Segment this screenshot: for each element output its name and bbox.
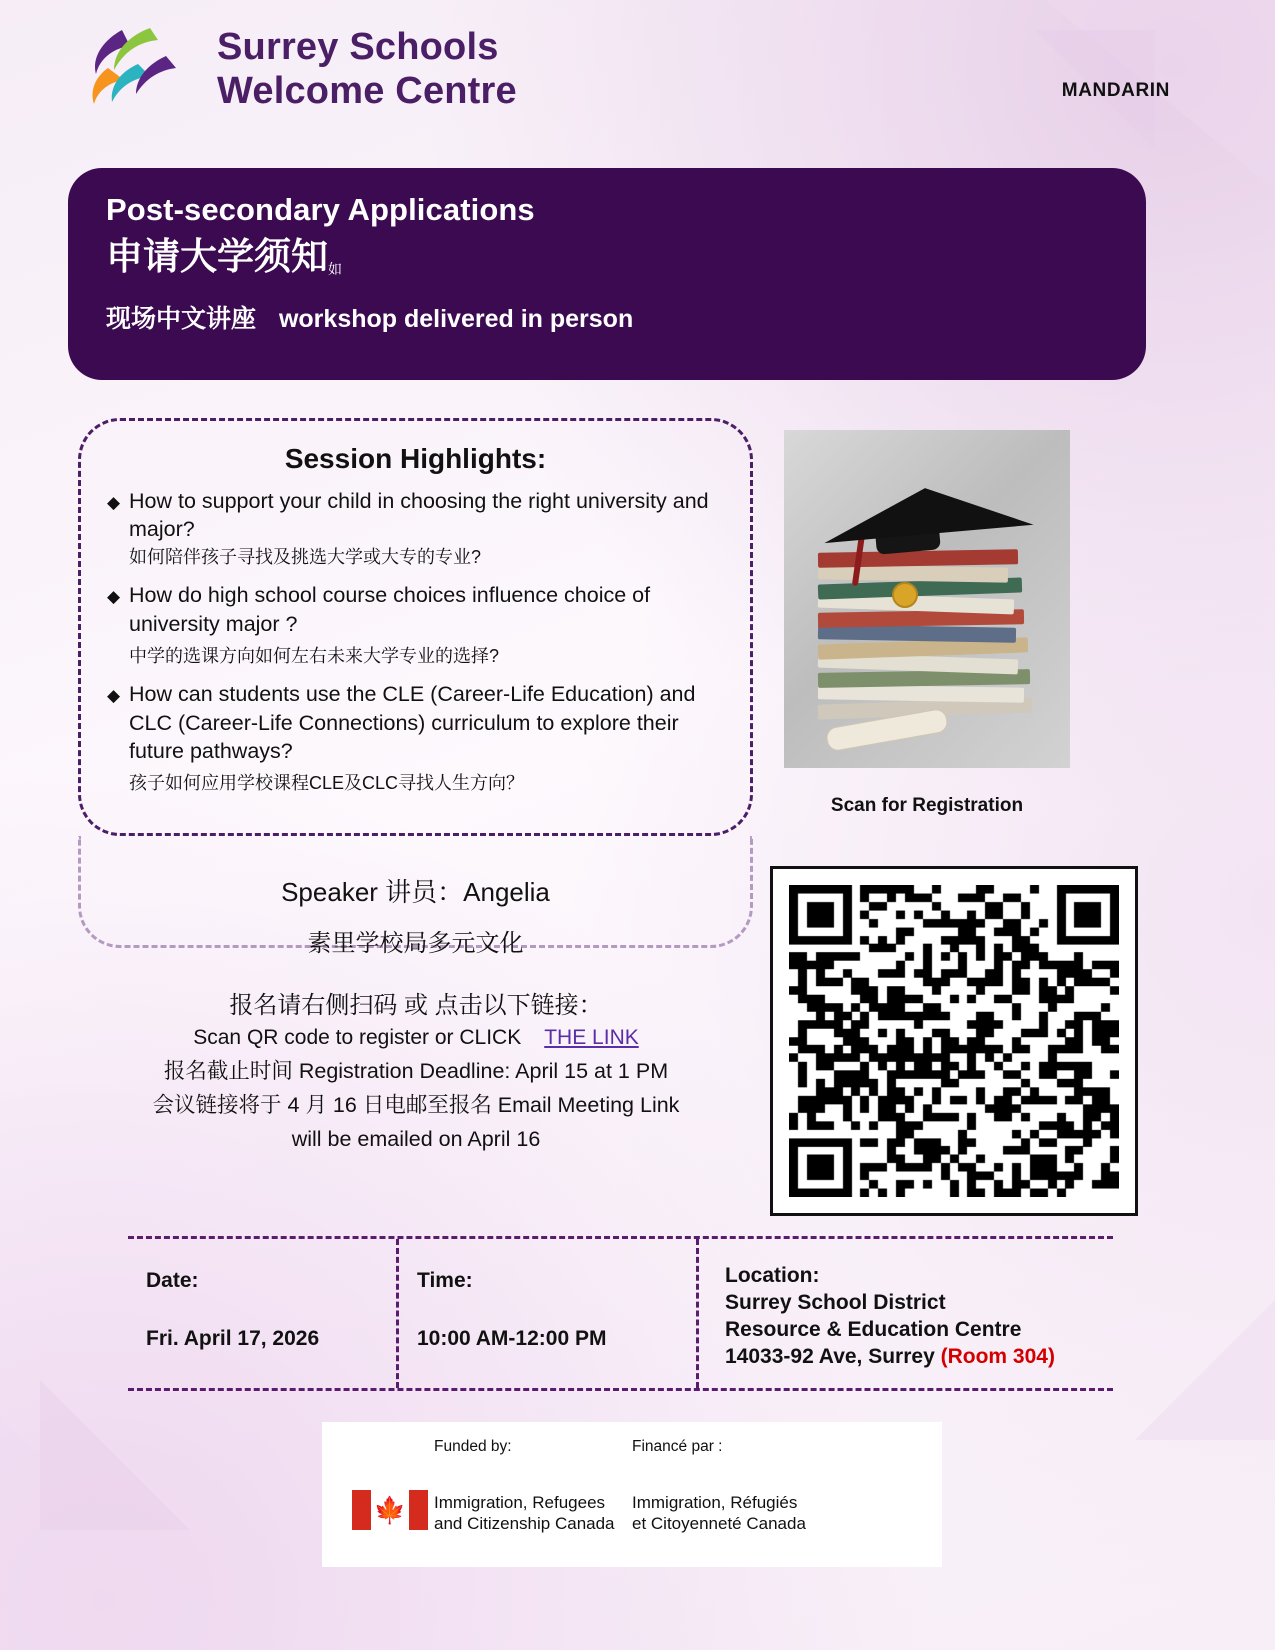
banner-subtitle-cn: 现场中文讲座 <box>106 304 257 333</box>
banner-subtitle <box>106 299 1108 335</box>
scan-for-registration-label: Scan for Registration <box>830 795 1024 816</box>
highlight-text-en: How to support your child in choosing the right university and major? <box>129 489 709 542</box>
highlight-text-cn: 如何陪伴孩子寻找及挑选大学或大专的专业? <box>129 546 482 567</box>
medal-icon <box>892 582 918 608</box>
detail-time <box>396 1239 696 1388</box>
registration-info <box>80 985 752 1158</box>
registration-scan-en <box>80 1026 752 1050</box>
location-address: 14033-92 Ave, Surrey <box>725 1344 935 1368</box>
list-item <box>107 581 724 668</box>
banner-title-cn <box>106 238 1108 277</box>
highlight-text-en: How do high school course choices influence choice of university major ? <box>129 583 651 636</box>
registration-email-line2: will be emailed on April 16 <box>291 1127 541 1152</box>
bullet-icon: ◆ <box>107 587 121 607</box>
speaker-affiliation: 素里学校局多元文化 <box>307 930 524 957</box>
registration-scan-cn: 报名请右侧扫码 或 点击以下链接： <box>229 992 603 1019</box>
funder-strip <box>322 1422 942 1567</box>
detail-date <box>128 1239 396 1388</box>
qr-code[interactable] <box>770 866 1138 1216</box>
list-item <box>107 680 724 796</box>
time-value: 10:00 AM-12:00 PM <box>417 1327 607 1350</box>
funder-french <box>632 1438 942 1567</box>
location-line3 <box>725 1344 1113 1371</box>
language-tag: MANDARIN <box>1061 80 1170 101</box>
registration-deadline: 报名截止时间 Registration Deadline: April 15 at 1 PM <box>163 1059 669 1083</box>
location-room: (Room 304) <box>940 1344 1055 1368</box>
highlight-text-en: How can students use the CLE (Career-Life Education) and CLC (Career-Life Connections) curriculum to explore their future pathways? <box>129 682 696 764</box>
funder-dept-fr-line2: et Citoyenneté Canada <box>632 1514 806 1534</box>
graduation-cap-icon <box>820 479 1033 543</box>
logo-text-line2: Welcome Centre <box>217 69 517 112</box>
session-highlights-heading: Session Highlights: <box>284 443 547 474</box>
time-label: Time: <box>417 1269 473 1292</box>
location-label: Location: <box>725 1264 820 1287</box>
banner-subtitle-en: workshop delivered in person <box>278 304 634 333</box>
funded-by-label-en: Funded by: <box>434 1438 512 1455</box>
speaker-info <box>78 872 753 958</box>
banner-title-en: Post-secondary Applications <box>106 192 535 227</box>
bullet-icon: ◆ <box>107 493 121 512</box>
funder-dept-en-line2: and Citizenship Canada <box>434 1514 615 1534</box>
logo-text-line1: Surrey Schools <box>217 25 499 68</box>
background-triangle <box>40 1380 190 1530</box>
surrey-schools-logo-icon <box>80 22 205 117</box>
detail-location <box>696 1239 1113 1388</box>
funder-dept-fr-line1: Immigration, Réfugiés <box>632 1493 798 1512</box>
graduation-photo <box>784 430 1070 768</box>
event-details <box>128 1236 1113 1391</box>
canada-flag-icon: 🍁 <box>352 1490 428 1530</box>
date-value: Fri. April 17, 2026 <box>146 1327 320 1350</box>
funded-by-label-fr: Financé par : <box>632 1438 723 1455</box>
session-highlights-box <box>78 418 753 836</box>
banner-title-cn-small: 如 <box>328 261 342 278</box>
qr-code-canvas[interactable] <box>789 885 1119 1197</box>
funder-dept-en-line1: Immigration, Refugees <box>434 1493 606 1512</box>
location-line2: Resource & Education Centre <box>725 1317 1022 1341</box>
registration-email-line1: 会议链接将于 4 月 16 日电邮至报名 Email Meeting Link <box>152 1093 680 1118</box>
date-label: Date: <box>146 1269 199 1292</box>
banner-title-cn-main: 申请大学须知 <box>106 236 328 277</box>
speaker-name: Speaker 讲员：Angelia <box>281 877 550 907</box>
background-triangle <box>1135 1300 1275 1440</box>
location-line1: Surrey School District <box>725 1290 946 1314</box>
title-banner <box>68 168 1146 380</box>
bullet-icon: ◆ <box>107 686 121 706</box>
highlight-text-cn: 中学的选课方向如何左右未来大学专业的选择? <box>129 645 500 666</box>
list-item <box>107 487 724 569</box>
brand-header <box>80 22 517 117</box>
highlight-text-cn: 孩子如何应用学校课程CLE及CLC寻找人生方向？ <box>129 773 525 794</box>
registration-link[interactable]: THE LINK <box>544 1026 639 1049</box>
registration-scan-en-text: Scan QR code to register or CLICK <box>193 1026 522 1049</box>
